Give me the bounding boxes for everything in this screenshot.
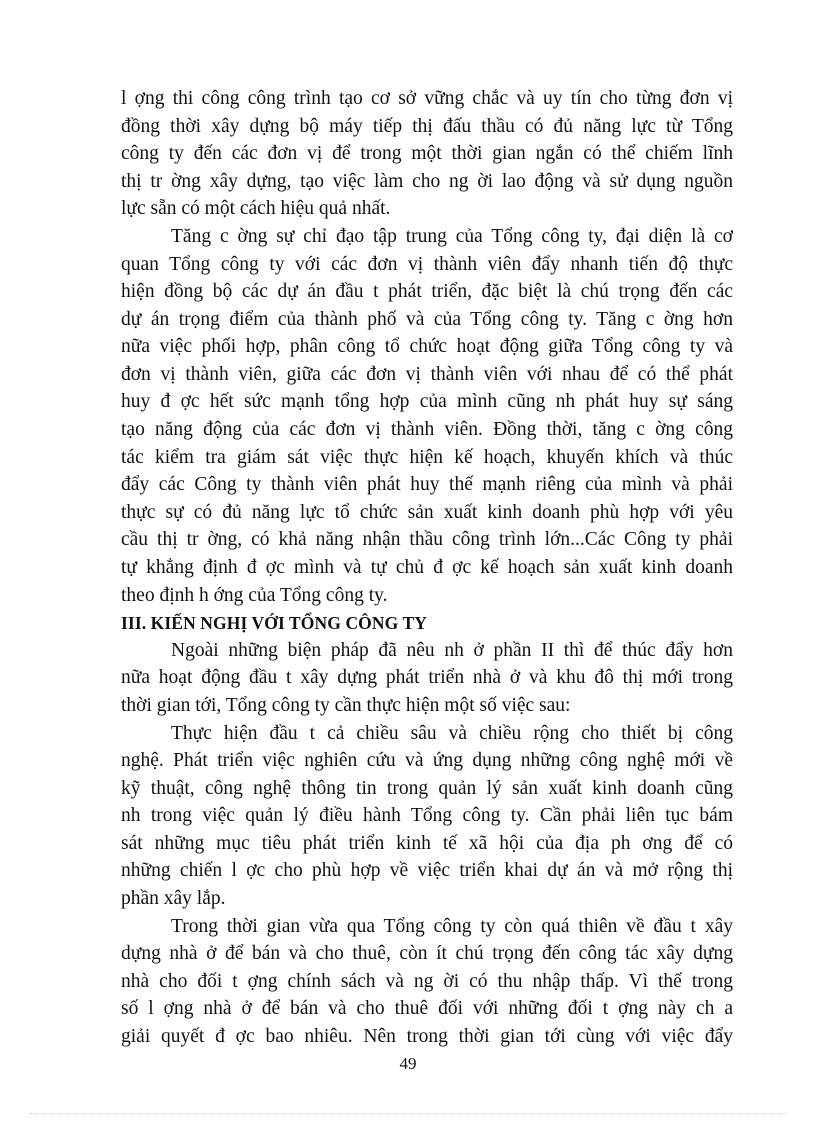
- text-line: Trong thời gian vừa qua Tổng công ty còn quá thiên về đầu t xây: [171, 916, 733, 937]
- text-line: đẩy các Công ty thành viên phát huy thế mạnh riêng của mình và phải: [121, 474, 733, 495]
- text-line: tự khẳng định đ ợc mình và tự chủ đ ợc kế hoạch sản xuất kinh doanh: [121, 557, 733, 578]
- text-line: tạo năng động của các đơn vị thành viên. Đồng thời, tăng c ờng công: [121, 419, 733, 440]
- text-line: l ợng thi công công trình tạo cơ sở vững chắc và uy tín cho từng đơn vị: [121, 88, 733, 109]
- text-line: thị tr ờng xây dựng, tạo việc làm cho ng ời lao động và sử dụng nguồn: [121, 171, 733, 192]
- text-line: hiện đồng bộ các dự án đầu t phát triển, đặc biệt là chú trọng đến các: [121, 281, 733, 302]
- text-line: nh trong việc quản lý điều hành Tổng công ty. Cần phải liên tục bám: [121, 805, 733, 826]
- text-line: những chiến l ợc cho phù hợp về việc triển khai dự án và mở rộng thị: [121, 860, 733, 881]
- text-line: công ty đến các đơn vị để trong một thời gian ngắn có thể chiếm lĩnh: [121, 143, 733, 164]
- text-line: dự án trọng điểm của thành phố và của Tổng công ty. Tăng c ờng hơn: [121, 309, 733, 330]
- text-line: theo định h ớng của Tổng công ty.: [121, 585, 388, 606]
- text-line: huy đ ợc hết sức mạnh tổng hợp của mình cũng nh phát huy sự sáng: [121, 391, 733, 412]
- footer-rule: [30, 1113, 786, 1114]
- text-line: quan Tổng công ty với các đơn vị thành viên đẩy nhanh tiến độ thực: [121, 254, 733, 275]
- text-line: đơn vị thành viên, giữa các đơn vị thành viên với nhau để có thể phát: [121, 364, 733, 385]
- text-line: nghệ. Phát triển việc nghiên cứu và ứng dụng những công nghệ mới về: [121, 750, 733, 771]
- text-line: số l ợng nhà ở để bán và cho thuê đối với những đối t ợng này ch a: [121, 998, 733, 1019]
- text-line: dựng nhà ở để bán và cho thuê, còn ít chú trọng đến công tác xây dựng: [121, 943, 733, 964]
- text-line: Tăng c ờng sự chỉ đạo tập trung của Tổng công ty, đại diện là cơ: [171, 226, 733, 247]
- text-line: thực sự có đủ năng lực tổ chức sản xuất kinh doanh phù hợp với yêu: [121, 502, 733, 523]
- text-line: sát những mục tiêu phát triển kinh tế xã hội của địa ph ơng để có: [121, 833, 733, 854]
- text-line: Thực hiện đầu t cả chiều sâu và chiều rộng cho thiết bị công: [171, 723, 733, 744]
- text-line: lực sẵn có một cách hiệu quả nhất.: [121, 198, 391, 219]
- section-heading: III. KIẾN NGHỊ VỚI TỔNG CÔNG TY: [121, 613, 428, 633]
- text-line: nữa hoạt động đầu t xây dựng phát triển nhà ở và khu đô thị mới trong: [121, 667, 733, 688]
- text-line: Ngoài những biện pháp đã nêu nh ở phần II thì để thúc đẩy hơn: [171, 640, 733, 661]
- text-line: tác kiểm tra giám sát việc thực hiện kế hoạch, khuyến khích và thúc: [121, 447, 733, 468]
- text-line: giải quyết đ ợc bao nhiêu. Nên trong thời gian tới cùng với việc đẩy: [121, 1026, 733, 1047]
- text-line: nhà cho đối t ợng chính sách và ng ời có thu nhập thấp. Vì thế trong: [121, 971, 733, 992]
- text-line: nữa việc phối hợp, phân công tổ chức hoạt động giữa Tổng công ty và: [121, 336, 733, 357]
- text-line: thời gian tới, Tổng công ty cần thực hiện một số việc sau:: [121, 695, 571, 716]
- text-line: đồng thời xây dựng bộ máy tiếp thị đấu thầu có đủ năng lực từ Tổng: [121, 116, 733, 137]
- text-line: cầu thị tr ờng, có khả năng nhận thầu công trình lớn...Các Công ty phải: [121, 529, 733, 550]
- text-line: phần xây lắp.: [121, 888, 226, 909]
- page-number: 49: [399, 1054, 417, 1073]
- text-line: kỹ thuật, công nghệ thông tin trong quản lý sản xuất kinh doanh cũng: [121, 778, 733, 799]
